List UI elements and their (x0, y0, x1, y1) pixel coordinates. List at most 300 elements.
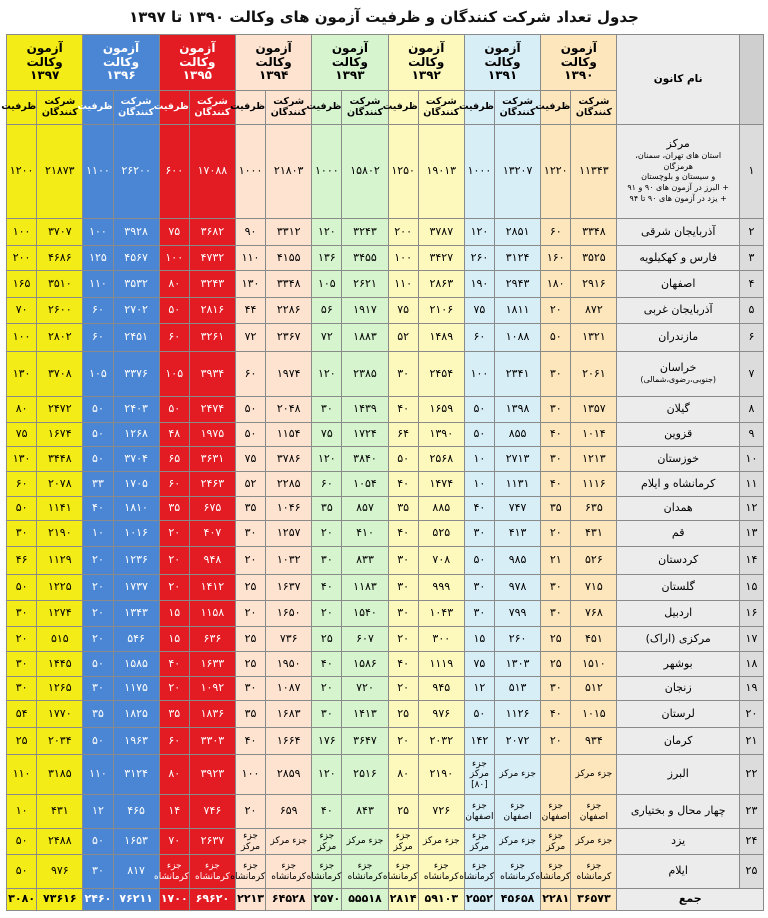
participants-cell: ۱۵۸۰۲ (342, 125, 388, 219)
participants-cell: ۷۶۸ (571, 601, 617, 627)
participants-cell: ۵۲۶ (571, 547, 617, 575)
center-name-text: گلستان (661, 580, 695, 594)
capacity-cell: ۲۰ (312, 601, 342, 627)
participants-cell: ۱۴۸۹ (418, 324, 464, 352)
capacity-cell: ۳۰ (7, 601, 37, 627)
center-name (617, 652, 739, 677)
capacity-cell: ۱۲۰ (312, 755, 342, 795)
participants-cell: ۵۱۲ (571, 677, 617, 701)
capacity-cell: ۱۲ (83, 795, 113, 829)
capacity-cell: ۵۰ (83, 423, 113, 447)
total-participants: ۷۳۶۱۶ (37, 889, 83, 911)
participants-cell: ۱۷۲۴ (342, 423, 388, 447)
participants-cell: ۳۱۲۴ (113, 755, 159, 795)
capacity-cell: ۴۸ (159, 423, 189, 447)
capacity-cell: ۸۰ (7, 397, 37, 423)
capacity-cell: ۱۱۰ (83, 755, 113, 795)
capacity-cell: ۳۰ (312, 701, 342, 728)
participants-cell: ۲۰۳۴ (37, 728, 83, 755)
participants-cell: ۷۴۶ (189, 795, 235, 829)
table-row (7, 246, 764, 271)
capacity-cell: ۳۰ (235, 677, 265, 701)
header-participants: شرکت کنندگان (495, 91, 541, 125)
capacity-cell: ۱۰۰۰ (312, 125, 342, 219)
participants-cell: ۱۶۷۴ (37, 423, 83, 447)
participants-cell: جزء کرمانشاه (418, 855, 464, 889)
capacity-cell: ۶۰ (159, 728, 189, 755)
table-row (7, 627, 764, 652)
participants-cell: ۱۰۱۶ (113, 521, 159, 547)
capacity-cell: ۱۵ (464, 627, 494, 652)
center-name (617, 423, 739, 447)
total-participants: ۴۵۶۵۸ (495, 889, 541, 911)
center-name-text: گیلان (666, 402, 690, 416)
capacity-cell: ۸۰ (159, 271, 189, 298)
capacity-cell: ۱۴۲ (464, 728, 494, 755)
participants-cell: ۹۴۵ (418, 677, 464, 701)
capacity-cell: ۷۵ (464, 298, 494, 324)
participants-cell: ۲۵۶۸ (418, 447, 464, 472)
center-name (617, 324, 739, 352)
capacity-cell: ۲۵ (235, 575, 265, 601)
capacity-cell: ۳۰ (464, 521, 494, 547)
header-capacity: ظرفیت (7, 91, 37, 125)
capacity-cell: ۶۰ (159, 324, 189, 352)
capacity-cell: ۱۰ (83, 521, 113, 547)
capacity-cell: جزء اصفهان (464, 795, 494, 829)
capacity-cell: ۵۰ (464, 423, 494, 447)
center-name-text: کرمانشاه و ایلام (641, 476, 716, 490)
participants-cell: ۲۶۲۱ (342, 271, 388, 298)
capacity-cell: ۱۰ (464, 447, 494, 472)
table-row (7, 829, 764, 855)
header-participants: شرکت کنندگان (266, 91, 312, 125)
capacity-cell: ۵۰ (388, 447, 418, 472)
capacity-cell: جزء مرکز (464, 829, 494, 855)
participants-cell: ۲۰۳۲ (418, 728, 464, 755)
header-year-2: آزمون وکالت ۱۳۹۲ (388, 35, 464, 91)
participants-cell: ۳۷۰۷ (37, 219, 83, 246)
participants-cell: ۱۹۷۴ (266, 352, 312, 397)
participants-cell: ۲۰۷۸ (37, 472, 83, 497)
row-index: ۱۳ (739, 521, 763, 547)
participants-cell: ۳۳۰۳ (189, 728, 235, 755)
capacity-cell: ۳۵ (388, 497, 418, 521)
participants-cell: ۳۹۲۸ (113, 219, 159, 246)
capacity-cell: ۶۰ (83, 298, 113, 324)
capacity-cell: جزء مرکز (235, 829, 265, 855)
participants-cell: جزء مرکز (266, 829, 312, 855)
page-title: جدول تعداد شرکت کنندگان و ظرفیت آزمون های وکالت ۱۳۹۰ تا ۱۳۹۷ (129, 8, 639, 26)
data-table-wrapper (1, 34, 764, 911)
table-row (7, 795, 764, 829)
capacity-cell: ۵۰ (235, 423, 265, 447)
table-row (7, 125, 764, 219)
participants-cell: ۲۳۶۷ (266, 324, 312, 352)
row-index: ۷ (739, 352, 763, 397)
participants-cell: ۳۶۴۷ (342, 728, 388, 755)
row-index: ۲۳ (739, 795, 763, 829)
capacity-cell: جزء مرکز (541, 829, 571, 855)
center-name (617, 447, 739, 472)
total-capacity: ۳۰۸۰ (7, 889, 37, 911)
participants-cell: ۳۲۴۳ (342, 219, 388, 246)
capacity-cell: ۱۳۶ (312, 246, 342, 271)
center-name-text: البرز (667, 767, 689, 781)
participants-cell: ۱۲۶۵ (37, 677, 83, 701)
total-participants: ۵۹۱۰۳ (418, 889, 464, 911)
capacity-cell: ۳۵ (83, 701, 113, 728)
capacity-cell: جزء مرکز (312, 829, 342, 855)
participants-cell: ۱۵۴۰ (342, 601, 388, 627)
capacity-cell: ۴۰ (388, 652, 418, 677)
participants-cell: ۶۷۵ (189, 497, 235, 521)
capacity-cell: ۴۰ (388, 521, 418, 547)
participants-cell: ۹۷۶ (37, 855, 83, 889)
capacity-cell: ۶۰ (312, 472, 342, 497)
capacity-cell: ۵۴ (7, 701, 37, 728)
participants-cell: ۵۲۵ (418, 521, 464, 547)
capacity-cell: جزء کرمانشاه (235, 855, 265, 889)
participants-cell: ۱۷۷۰ (37, 701, 83, 728)
participants-cell: ۹۴۸ (189, 547, 235, 575)
center-name-text: آذربایجان شرقی (640, 224, 716, 238)
capacity-cell: ۱۱۰ (235, 246, 265, 271)
participants-cell: ۴۶۸۶ (37, 246, 83, 271)
center-name (617, 271, 739, 298)
capacity-cell: ۲۵ (388, 701, 418, 728)
capacity-cell: ۴۰ (541, 423, 571, 447)
participants-cell: ۲۱۹۰ (418, 755, 464, 795)
participants-cell: ۱۶۵۳ (113, 829, 159, 855)
participants-cell: ۴۰۷ (189, 521, 235, 547)
participants-cell: ۱۱۵۴ (266, 423, 312, 447)
participants-cell: ۱۸۱۰ (113, 497, 159, 521)
table-row (7, 701, 764, 728)
center-name (617, 298, 739, 324)
row-index: ۵ (739, 298, 763, 324)
participants-cell: ۲۱۰۶ (418, 298, 464, 324)
participants-cell: ۲۱۸۰۳ (266, 125, 312, 219)
participants-cell: ۲۴۸۸ (37, 829, 83, 855)
header-capacity: ظرفیت (159, 91, 189, 125)
capacity-cell: ۲۵ (7, 728, 37, 755)
center-name (617, 547, 739, 575)
participants-cell: ۶۵۹ (266, 795, 312, 829)
header-year-0: آزمون وکالت ۱۳۹۰ (541, 35, 617, 91)
capacity-cell: ۶۰ (464, 324, 494, 352)
capacity-cell: ۵۰ (464, 547, 494, 575)
capacity-cell: ۱۰۰ (7, 219, 37, 246)
participants-cell: ۲۳۸۵ (342, 352, 388, 397)
capacity-cell: ۳۰ (312, 547, 342, 575)
participants-cell: ۱۸۲۵ (113, 701, 159, 728)
capacity-cell: ۱۲ (464, 677, 494, 701)
capacity-cell: ۵۰ (83, 728, 113, 755)
participants-cell: ۱۸۸۳ (342, 324, 388, 352)
participants-cell: ۷۹۹ (495, 601, 541, 627)
participants-cell: ۷۳۶ (266, 627, 312, 652)
table-row (7, 521, 764, 547)
capacity-cell: ۲۰ (388, 728, 418, 755)
capacity-cell: ۲۵ (541, 652, 571, 677)
capacity-cell: ۲۰۰ (7, 246, 37, 271)
capacity-cell: جزء کرمانشاه (464, 855, 494, 889)
table-header (1, 35, 764, 125)
participants-cell: ۵۴۶ (113, 627, 159, 652)
capacity-cell: ۲۰ (83, 547, 113, 575)
capacity-cell: ۵۰ (83, 652, 113, 677)
center-name (617, 855, 739, 889)
table-row (7, 397, 764, 423)
participants-cell: ۱۷۳۷ (113, 575, 159, 601)
capacity-cell: ۱۲۰ (312, 352, 342, 397)
table-row (7, 324, 764, 352)
participants-cell: ۷۴۷ (495, 497, 541, 521)
center-name-text: قزوین (664, 427, 693, 441)
capacity-cell: ۵۰ (7, 497, 37, 521)
center-name (617, 521, 739, 547)
capacity-cell: ۳۰ (541, 677, 571, 701)
capacity-cell: جزء مرکز (388, 829, 418, 855)
capacity-cell: ۶۰۰ (159, 125, 189, 219)
participants-cell: جزء مرکز (418, 829, 464, 855)
header-participants: شرکت کنندگان (37, 91, 83, 125)
capacity-cell: ۳۰ (312, 397, 342, 423)
capacity-cell: ۴۰ (312, 652, 342, 677)
participants-cell: ۷۱۵ (571, 575, 617, 601)
capacity-cell: ۱۰۰ (83, 219, 113, 246)
total-row (7, 889, 764, 911)
capacity-cell: ۱۰ (464, 472, 494, 497)
center-name (617, 352, 739, 397)
center-name (617, 397, 739, 423)
row-index: ۳ (739, 246, 763, 271)
participants-cell: ۳۳۷۶ (113, 352, 159, 397)
capacity-cell: ۲۵ (388, 795, 418, 829)
participants-cell: ۱۰۴۳ (418, 601, 464, 627)
capacity-cell: ۱۲۰ (464, 219, 494, 246)
capacity-cell: ۷۰ (159, 829, 189, 855)
capacity-cell: ۱۶۰ (541, 246, 571, 271)
participants-cell: ۲۴۷۴ (189, 397, 235, 423)
total-capacity: ۲۲۱۳ (235, 889, 265, 911)
participants-cell: ۲۶۰ (495, 627, 541, 652)
table-row (7, 271, 764, 298)
capacity-cell: ۳۰ (541, 352, 571, 397)
capacity-cell: جزء کرمانشاه (312, 855, 342, 889)
participants-cell: ۲۶۰۰ (37, 298, 83, 324)
participants-cell: ۱۵۱۰ (571, 652, 617, 677)
capacity-cell: ۸۰ (159, 755, 189, 795)
capacity-cell: ۲۰ (235, 601, 265, 627)
capacity-cell: ۱۳۰ (7, 352, 37, 397)
capacity-cell: ۱۲۰ (312, 219, 342, 246)
capacity-cell: ۱۶۵ (7, 271, 37, 298)
row-index: ۱۹ (739, 677, 763, 701)
participants-cell: ۱۳۵۷ (571, 397, 617, 423)
total-capacity: ۲۵۷۰ (312, 889, 342, 911)
capacity-cell: جزء مرکز [۸۰] (464, 755, 494, 795)
header-capacity: ظرفیت (388, 91, 418, 125)
participants-cell: جزء اصفهان (571, 795, 617, 829)
table-row (7, 855, 764, 889)
participants-cell: ۳۷۰۴ (113, 447, 159, 472)
participants-cell: ۲۰۶۱ (571, 352, 617, 397)
participants-cell: ۱۷۰۸۸ (189, 125, 235, 219)
participants-cell: ۱۹۵۰ (266, 652, 312, 677)
participants-cell: ۳۳۴۸ (266, 271, 312, 298)
center-name-text: مرکزی (اراک) (645, 631, 711, 645)
capacity-cell: ۳۰ (7, 521, 37, 547)
center-name-text: مرکز (666, 137, 690, 151)
header-year-1: آزمون وکالت ۱۳۹۱ (464, 35, 540, 91)
center-name-text: چهار محال و بختیاری (630, 804, 726, 818)
participants-cell: ۲۸۵۹ (266, 755, 312, 795)
row-index: ۶ (739, 324, 763, 352)
participants-cell: ۳۵۳۲ (113, 271, 159, 298)
participants-cell: ۱۴۱۳ (342, 701, 388, 728)
participants-cell: ۱۱۸۳ (342, 575, 388, 601)
capacity-cell: ۶۵ (159, 447, 189, 472)
participants-cell: ۱۰۸۸ (495, 324, 541, 352)
participants-cell: ۲۴۶۳ (189, 472, 235, 497)
capacity-cell: ۱۴ (159, 795, 189, 829)
participants-cell: ۱۶۸۳ (266, 701, 312, 728)
participants-cell: ۱۱۴۱ (37, 497, 83, 521)
capacity-cell: ۲۵ (541, 627, 571, 652)
capacity-cell: ۱۱۰۰ (83, 125, 113, 219)
table-row (7, 447, 764, 472)
capacity-cell: ۳۰ (464, 575, 494, 601)
participants-cell: ۱۴۴۵ (37, 652, 83, 677)
participants-cell: ۱۲۷۴ (37, 601, 83, 627)
participants-cell: ۶۳۵ (571, 497, 617, 521)
header-year-7: آزمون وکالت ۱۳۹۷ (7, 35, 83, 91)
table-row (7, 472, 764, 497)
row-index: ۱۶ (739, 601, 763, 627)
row-index: ۲۰ (739, 701, 763, 728)
center-name (617, 677, 739, 701)
capacity-cell: ۲۰۰ (388, 219, 418, 246)
capacity-cell: ۶۰ (235, 352, 265, 397)
row-index: ۲۴ (739, 829, 763, 855)
table-row (7, 652, 764, 677)
header-participants: شرکت کنندگان (113, 91, 159, 125)
capacity-cell: ۵۰ (7, 855, 37, 889)
capacity-cell: ۱۰ (7, 795, 37, 829)
capacity-cell: ۷۵ (7, 423, 37, 447)
row-index: ۴ (739, 271, 763, 298)
capacity-cell: ۷۵ (312, 423, 342, 447)
capacity-cell: ۲۵ (235, 627, 265, 652)
participants-cell: ۱۳۰۳ (495, 652, 541, 677)
capacity-cell: ۲۰ (388, 677, 418, 701)
row-index: ۱ (739, 125, 763, 219)
capacity-cell: ۱۷۶ (312, 728, 342, 755)
participants-cell: ۴۷۳۲ (189, 246, 235, 271)
capacity-cell: ۲۵ (235, 652, 265, 677)
participants-cell: ۶۳۶ (189, 627, 235, 652)
participants-cell: ۲۴۵۴ (418, 352, 464, 397)
capacity-cell: ۱۰۰۰ (464, 125, 494, 219)
capacity-cell: ۴۰ (83, 497, 113, 521)
capacity-cell (541, 755, 571, 795)
participants-cell: ۸۴۳ (342, 795, 388, 829)
participants-cell: ۲۵۱۶ (342, 755, 388, 795)
participants-cell: ۳۷۸۶ (266, 447, 312, 472)
center-name (617, 601, 739, 627)
participants-cell: ۹۸۵ (495, 547, 541, 575)
center-name-text: مازندران (658, 330, 699, 344)
capacity-cell: ۱۲۵ (83, 246, 113, 271)
participants-cell: ۱۵۸۶ (342, 652, 388, 677)
capacity-cell: ۹۰ (235, 219, 265, 246)
capacity-cell: ۵۶ (312, 298, 342, 324)
total-participants: ۳۶۵۷۳ (571, 889, 617, 911)
participants-cell: جزء مرکز (495, 829, 541, 855)
header-year-3: آزمون وکالت ۱۳۹۳ (312, 35, 388, 91)
participants-cell: ۱۹۷۵ (189, 423, 235, 447)
participants-cell: جزء مرکز (571, 829, 617, 855)
capacity-cell: ۲۰ (235, 547, 265, 575)
table-body (7, 125, 764, 911)
participants-cell: جزء مرکز (571, 755, 617, 795)
capacity-cell: ۲۰ (159, 677, 189, 701)
participants-cell: ۲۶۲۰۰ (113, 125, 159, 219)
capacity-cell: ۲۰ (541, 298, 571, 324)
center-name (617, 219, 739, 246)
participants-cell: ۷۰۸ (418, 547, 464, 575)
participants-cell: ۲۷۰۲ (113, 298, 159, 324)
capacity-cell: ۱۲۵۰ (388, 125, 418, 219)
header-capacity: ظرفیت (464, 91, 494, 125)
center-name (617, 125, 739, 219)
capacity-cell: ۱۸۰ (541, 271, 571, 298)
row-index: ۹ (739, 423, 763, 447)
participants-cell: ۲۱۹۰ (37, 521, 83, 547)
participants-cell: ۱۲۵۷ (266, 521, 312, 547)
capacity-cell: ۴۴ (235, 298, 265, 324)
participants-cell: ۳۱۸۵ (37, 755, 83, 795)
capacity-cell: ۵۲ (235, 472, 265, 497)
capacity-cell: ۷۲ (235, 324, 265, 352)
capacity-cell: ۲۶۰ (464, 246, 494, 271)
participants-cell: جزء کرمانشاه (342, 855, 388, 889)
center-name (617, 829, 739, 855)
header-year-5: آزمون وکالت ۱۳۹۵ (159, 35, 235, 91)
participants-cell: ۲۰۷۲ (495, 728, 541, 755)
center-name-detail: (جنوبی،رضوی،شمالی) (640, 374, 717, 384)
table-row (7, 755, 764, 795)
capacity-cell: ۲۵ (312, 627, 342, 652)
center-name-text: ایلام (668, 864, 688, 878)
participants-cell: ۲۸۵۱ (495, 219, 541, 246)
capacity-cell: ۱۵ (159, 601, 189, 627)
participants-cell: ۴۵۶۷ (113, 246, 159, 271)
capacity-cell: ۵۰ (83, 447, 113, 472)
table-row (7, 601, 764, 627)
header-center-name: نام کانون (617, 35, 739, 125)
header-year-6: آزمون وکالت ۱۳۹۶ (83, 35, 159, 91)
capacity-cell: ۱۹۰ (464, 271, 494, 298)
center-name (617, 728, 739, 755)
participants-cell: ۳۷۰۸ (37, 352, 83, 397)
participants-cell: ۱۱۲۶ (495, 701, 541, 728)
participants-cell: ۱۲۲۵ (37, 575, 83, 601)
participants-cell: ۱۰۸۷ (266, 677, 312, 701)
row-index: ۲۱ (739, 728, 763, 755)
